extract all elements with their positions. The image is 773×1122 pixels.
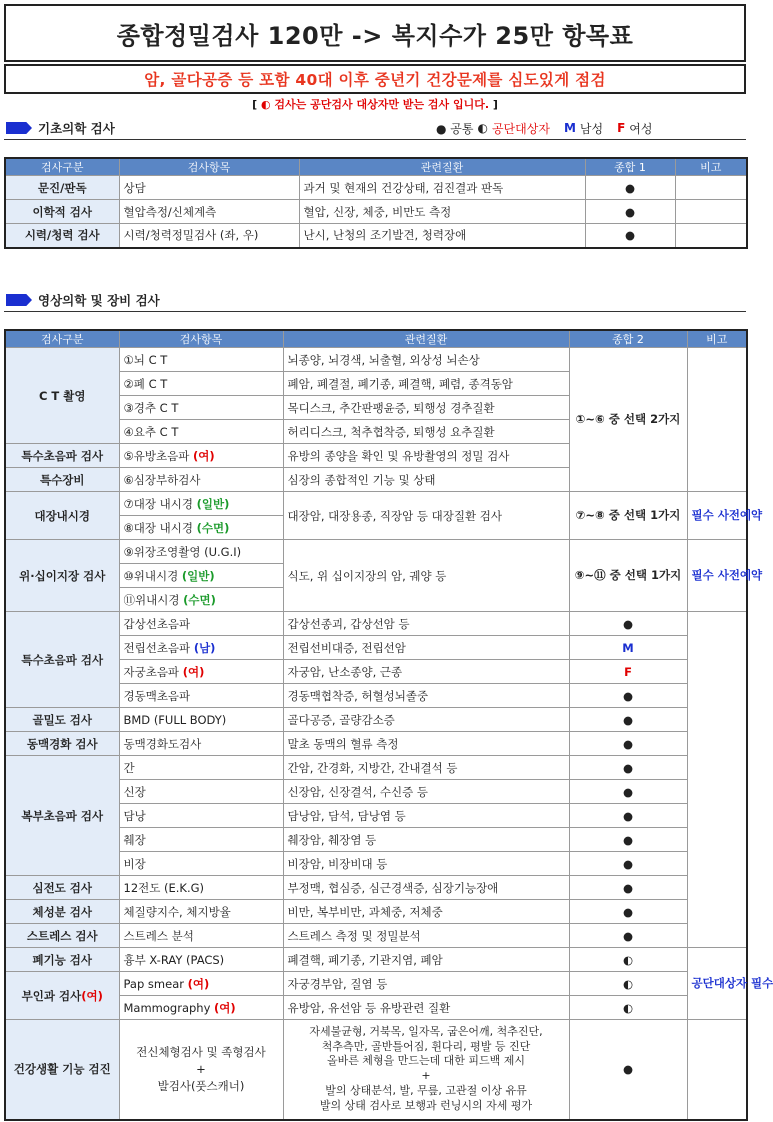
table-row: ⑧대장 내시경 (수면) [5,516,747,540]
table-row: ④요추 C T 허리디스크, 척추협착증, 퇴행성 요추질환 [5,420,747,444]
table-row: 신장 신장암, 신장결석, 수신증 등 ● [5,780,747,804]
arrow-icon [6,122,32,134]
table-row: 골밀도 검사 BMD (FULL BODY) 골다공증, 골량감소증 ● [5,708,747,732]
table-row: 췌장 췌장암, 췌장염 등 ● [5,828,747,852]
section-basic-header: 기초의학 검사 [6,118,115,138]
basic-exam-table [4,157,748,249]
table-row: 특수장비 ⑥심장부하검사 심장의 종합적인 기능 및 상태 [5,468,747,492]
legend-half-text: 공단대상자 [491,121,550,136]
legend-f: F [617,121,626,135]
table-row: 복부초음파 검사 간 간암, 간경화, 지방간, 간내결석 등 ● [5,756,747,780]
section-imaging-header: 영상의학 및 장비 검사 [6,290,160,310]
table-row: 심전도 검사 12전도 (E.K.G) 부정맥, 협심증, 심근경색증, 심장기능장애 ● [5,876,747,900]
table-row: 동맥경화 검사 동맥경화도검사 말초 동맥의 혈류 측정 ● [5,732,747,756]
table-row: 담낭 담낭암, 담석, 담낭염 등 ● [5,804,747,828]
table-row: 특수초음파 검사 갑상선초음파 갑상선종괴, 갑상선암 등 ● [5,612,747,636]
divider [4,139,746,140]
table-row: 전립선초음파 (남) 전립선비대증, 전립선암 M [5,636,747,660]
table-row: ②폐 C T 폐암, 폐결절, 폐기종, 폐결핵, 폐렴, 종격동암 [5,372,747,396]
table-row: 부인과 검사(여) Pap smear (여) 자궁경부암, 질염 등 ◐ [5,972,747,996]
legend-m-text: 남성 [579,121,604,136]
divider [4,311,746,312]
table-row: 건강생활 기능 검진 전신체형검사 및 족형검사 + 발검사(풋스캐너) 자세불균형, 거북목, 일자목, 굽은어깨, 척추진단, 척추측만, 골반틀어짐, 휜다리, 평발 등 진단 올바른 체형을 만드는데 대한 피드백 제시 + 발의 상태분석, 발, 무릎, 고관절 이상 유뮤 발의 상태 검사로 보행과 런닝시의 자세 평가 ● [5,1020,747,1120]
table-row: 특수초음파 검사 ⑤유방초음파 (여) 유방의 종양을 확인 및 유방촬영의 정밀 검사 [5,444,747,468]
legend-half-icon: ◐ [477,121,488,135]
imaging-exam-table [4,329,773,1121]
table-row: 문진/판독 상담 과거 및 현재의 건강상태, 검진결과 판독 ● [5,176,747,200]
table-row: Mammography (여) 유방암, 유선암 등 유방관련 질환 ◐ [5,996,747,1020]
legend-f-text: 여성 [629,121,653,136]
table-row: ⑪위내시경 (수면) [5,588,747,612]
table-row: 대장내시경 ⑦대장 내시경 (일반) 대장암, 대장용종, 직장암 등 대장질환 검사 ⑦~⑧ 중 선택 1가지 필수 사전예약 [5,492,747,516]
table-header-row: 검사구분 검사항목 관련질환 종합 1 비고 [5,158,747,176]
page-subtitle: 암, 골다공증 등 포함 40대 이후 중년기 건강문제를 심도있게 점검 [4,64,746,94]
arrow-icon [6,294,32,306]
table-row: 경동맥초음파 경동맥협착증, 허혈성뇌졸중 ● [5,684,747,708]
page-title: 종합정밀검사 120만 -> 복지수가 25만 항목표 [4,4,746,62]
notice-text: ◐ 검사는 공단검사 대상자만 받는 검사 입니다. [260,98,490,111]
table-row: ⑩위내시경 (일반) [5,564,747,588]
notice: [ ◐ 검사는 공단검사 대상자만 받는 검사 입니다. ] [252,98,498,111]
table-row: ③경추 C T 목디스크, 추간판팽윤증, 퇴행성 경추질환 [5,396,747,420]
table-row: 이학적 검사 혈압측정/신체계측 혈압, 신장, 체중, 비만도 측정 ● [5,200,747,224]
table-row: 폐기능 검사 흉부 X-RAY (PACS) 폐결핵, 폐기종, 기관지염, 폐암 ◐ 공단대상자 필수 [5,948,747,972]
table-row: 위·십이지장 검사 ⑨위장조영촬영 (U.G.I) 식도, 위 십이지장의 암, 궤양 등 ⑨~⑪ 중 선택 1가지 필수 사전예약 [5,540,747,564]
table-row: 시력/청력 검사 시력/청력정밀검사 (좌, 우) 난시, 난청의 조기발견, 청력장애 ● [5,224,747,248]
legend-m: M [563,121,576,135]
table-row: 비장 비장암, 비장비대 등 ● [5,852,747,876]
table-header-row: 검사구분 검사항목 관련질환 종합 2 비고 [5,330,747,348]
table-row: 스트레스 검사 스트레스 분석 스트레스 측정 및 정밀분석 ● [5,924,747,948]
table-row: 자궁초음파 (여) 자궁암, 난소종양, 근종 F [5,660,747,684]
legend [436,118,656,138]
table-row: 체성분 검사 체질량지수, 체지방율 비만, 복부비만, 과체중, 저체중 ● [5,900,747,924]
legend-common: ● 공통 [436,121,474,136]
table-row: C T 촬영 ①뇌 C T 뇌종양, 뇌경색, 뇌출혈, 외상성 뇌손상 ①~⑥ 중 선택 2가지 [5,348,747,372]
